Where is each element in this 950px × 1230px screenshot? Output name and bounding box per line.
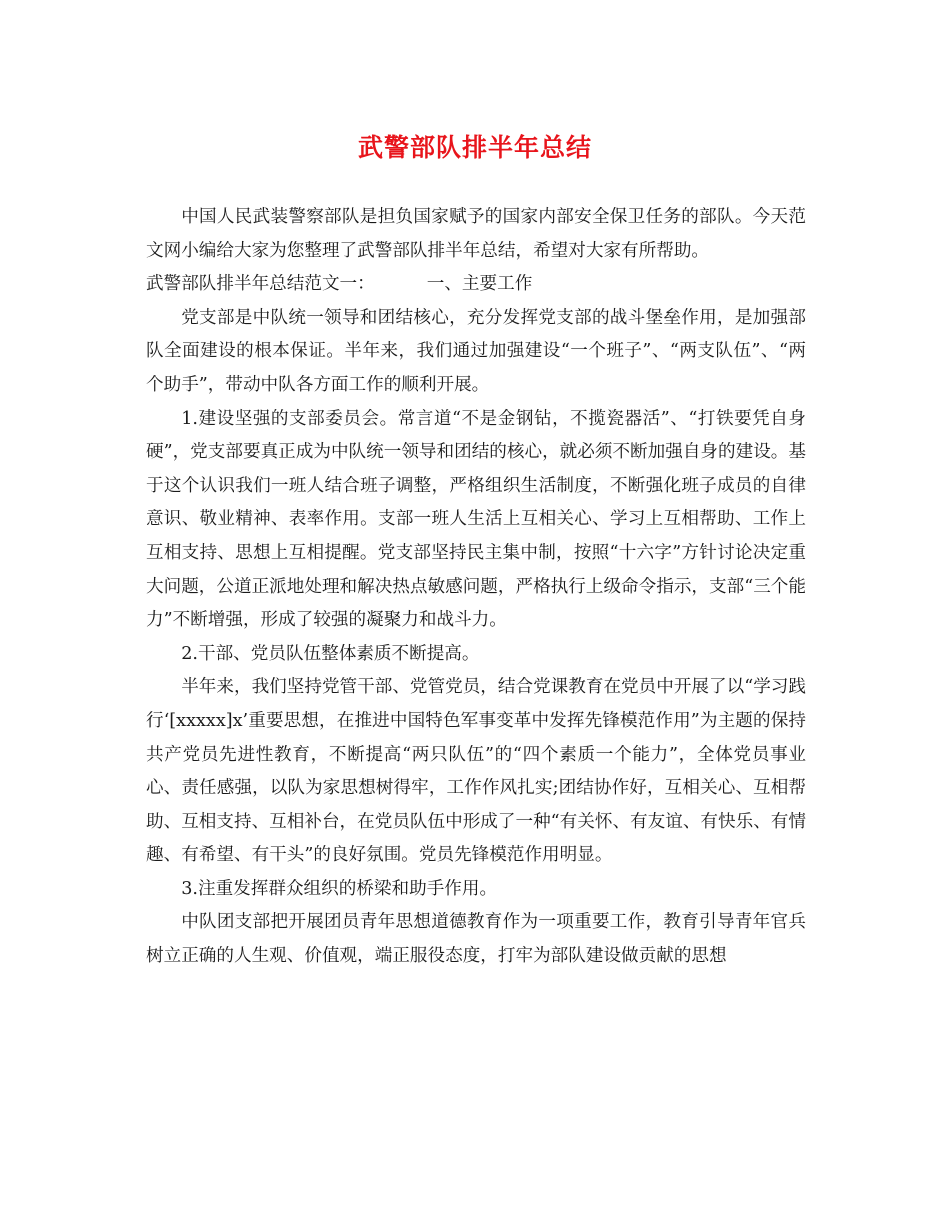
paragraph-point-3-body: 中队团支部把开展团员青年思想道德教育作为一项重要工作，教育引导青年官兵树立正确的人生观、价值观，端正服役态度，打牢为部队建设做贡献的思想 xyxy=(146,912,806,967)
paragraph-point-2-body: 半年来，我们坚持党管干部、党管党员，结合党课教育在党员中开展了以“学习践行‘[xxxxx]x’重要思想，在推进中国特色军事变革中发挥先锋模范作用”为主题的保持共产党员先进性教育，不断提高“两只队伍”的“四个素质一个能力”，全体党员事业心、责任感强，以队为家思想树得牢，工作作风扎实;团结协作好，互相关心、互相帮助、互相支持、互相补台，在党员队伍中形成了一种“有关怀、有友谊、有快乐、有情趣、有希望、有干头”的良好氛围。党员先锋模范作用明显。 xyxy=(146,677,806,866)
document-title: 武警部队排半年总结 xyxy=(357,133,592,162)
document-body xyxy=(146,201,806,974)
section-heading-line xyxy=(146,268,806,302)
section-heading-main-work: 一、主要工作 xyxy=(426,274,533,295)
paragraph-intro: 中国人民武装警察部队是担负国家赋予的国家内部安全保卫任务的部队。今天范文网小编给大家为您整理了武警部队排半年总结，希望对大家有所帮助。 xyxy=(146,207,806,261)
paragraph-party-branch: 党支部是中队统一领导和团结核心，充分发挥党支部的战斗堡垒作用，是加强部队全面建设的根本保证。半年来，我们通过加强建设“一个班子”、“两支队伍”、“两个助手”，带动中队各方面工作的顺利开展。 xyxy=(146,307,806,395)
paragraph-point-2-heading: 2.干部、党员队伍整体素质不断提高。 xyxy=(181,643,480,664)
section-sample-label: 武警部队排半年总结范文一： xyxy=(146,274,375,295)
paragraph-point-3-heading: 3.注重发挥群众组织的桥梁和助手作用。 xyxy=(181,878,498,899)
paragraph-point-1: 1.建设坚强的支部委员会。常言道“不是金钢钻，不揽瓷器活”、“打铁要凭自身硬”，党支部要真正成为中队统一领导和团结的核心，就必须不断加强自身的建设。基于这个认识我们一班人结合班子调整，严格组织生活制度，不断强化班子成员的自律意识、敬业精神、表率作用。支部一班人生活上互相关心、学习上互相帮助、工作上互相支持、思想上互相提醒。党支部坚持民主集中制，按照“十六字”方针讨论决定重大问题，公道正派地处理和解决热点敏感问题，严格执行上级命令指示，支部“三个能力”不断增强，形成了较强的凝聚力和战斗力。 xyxy=(146,408,806,631)
